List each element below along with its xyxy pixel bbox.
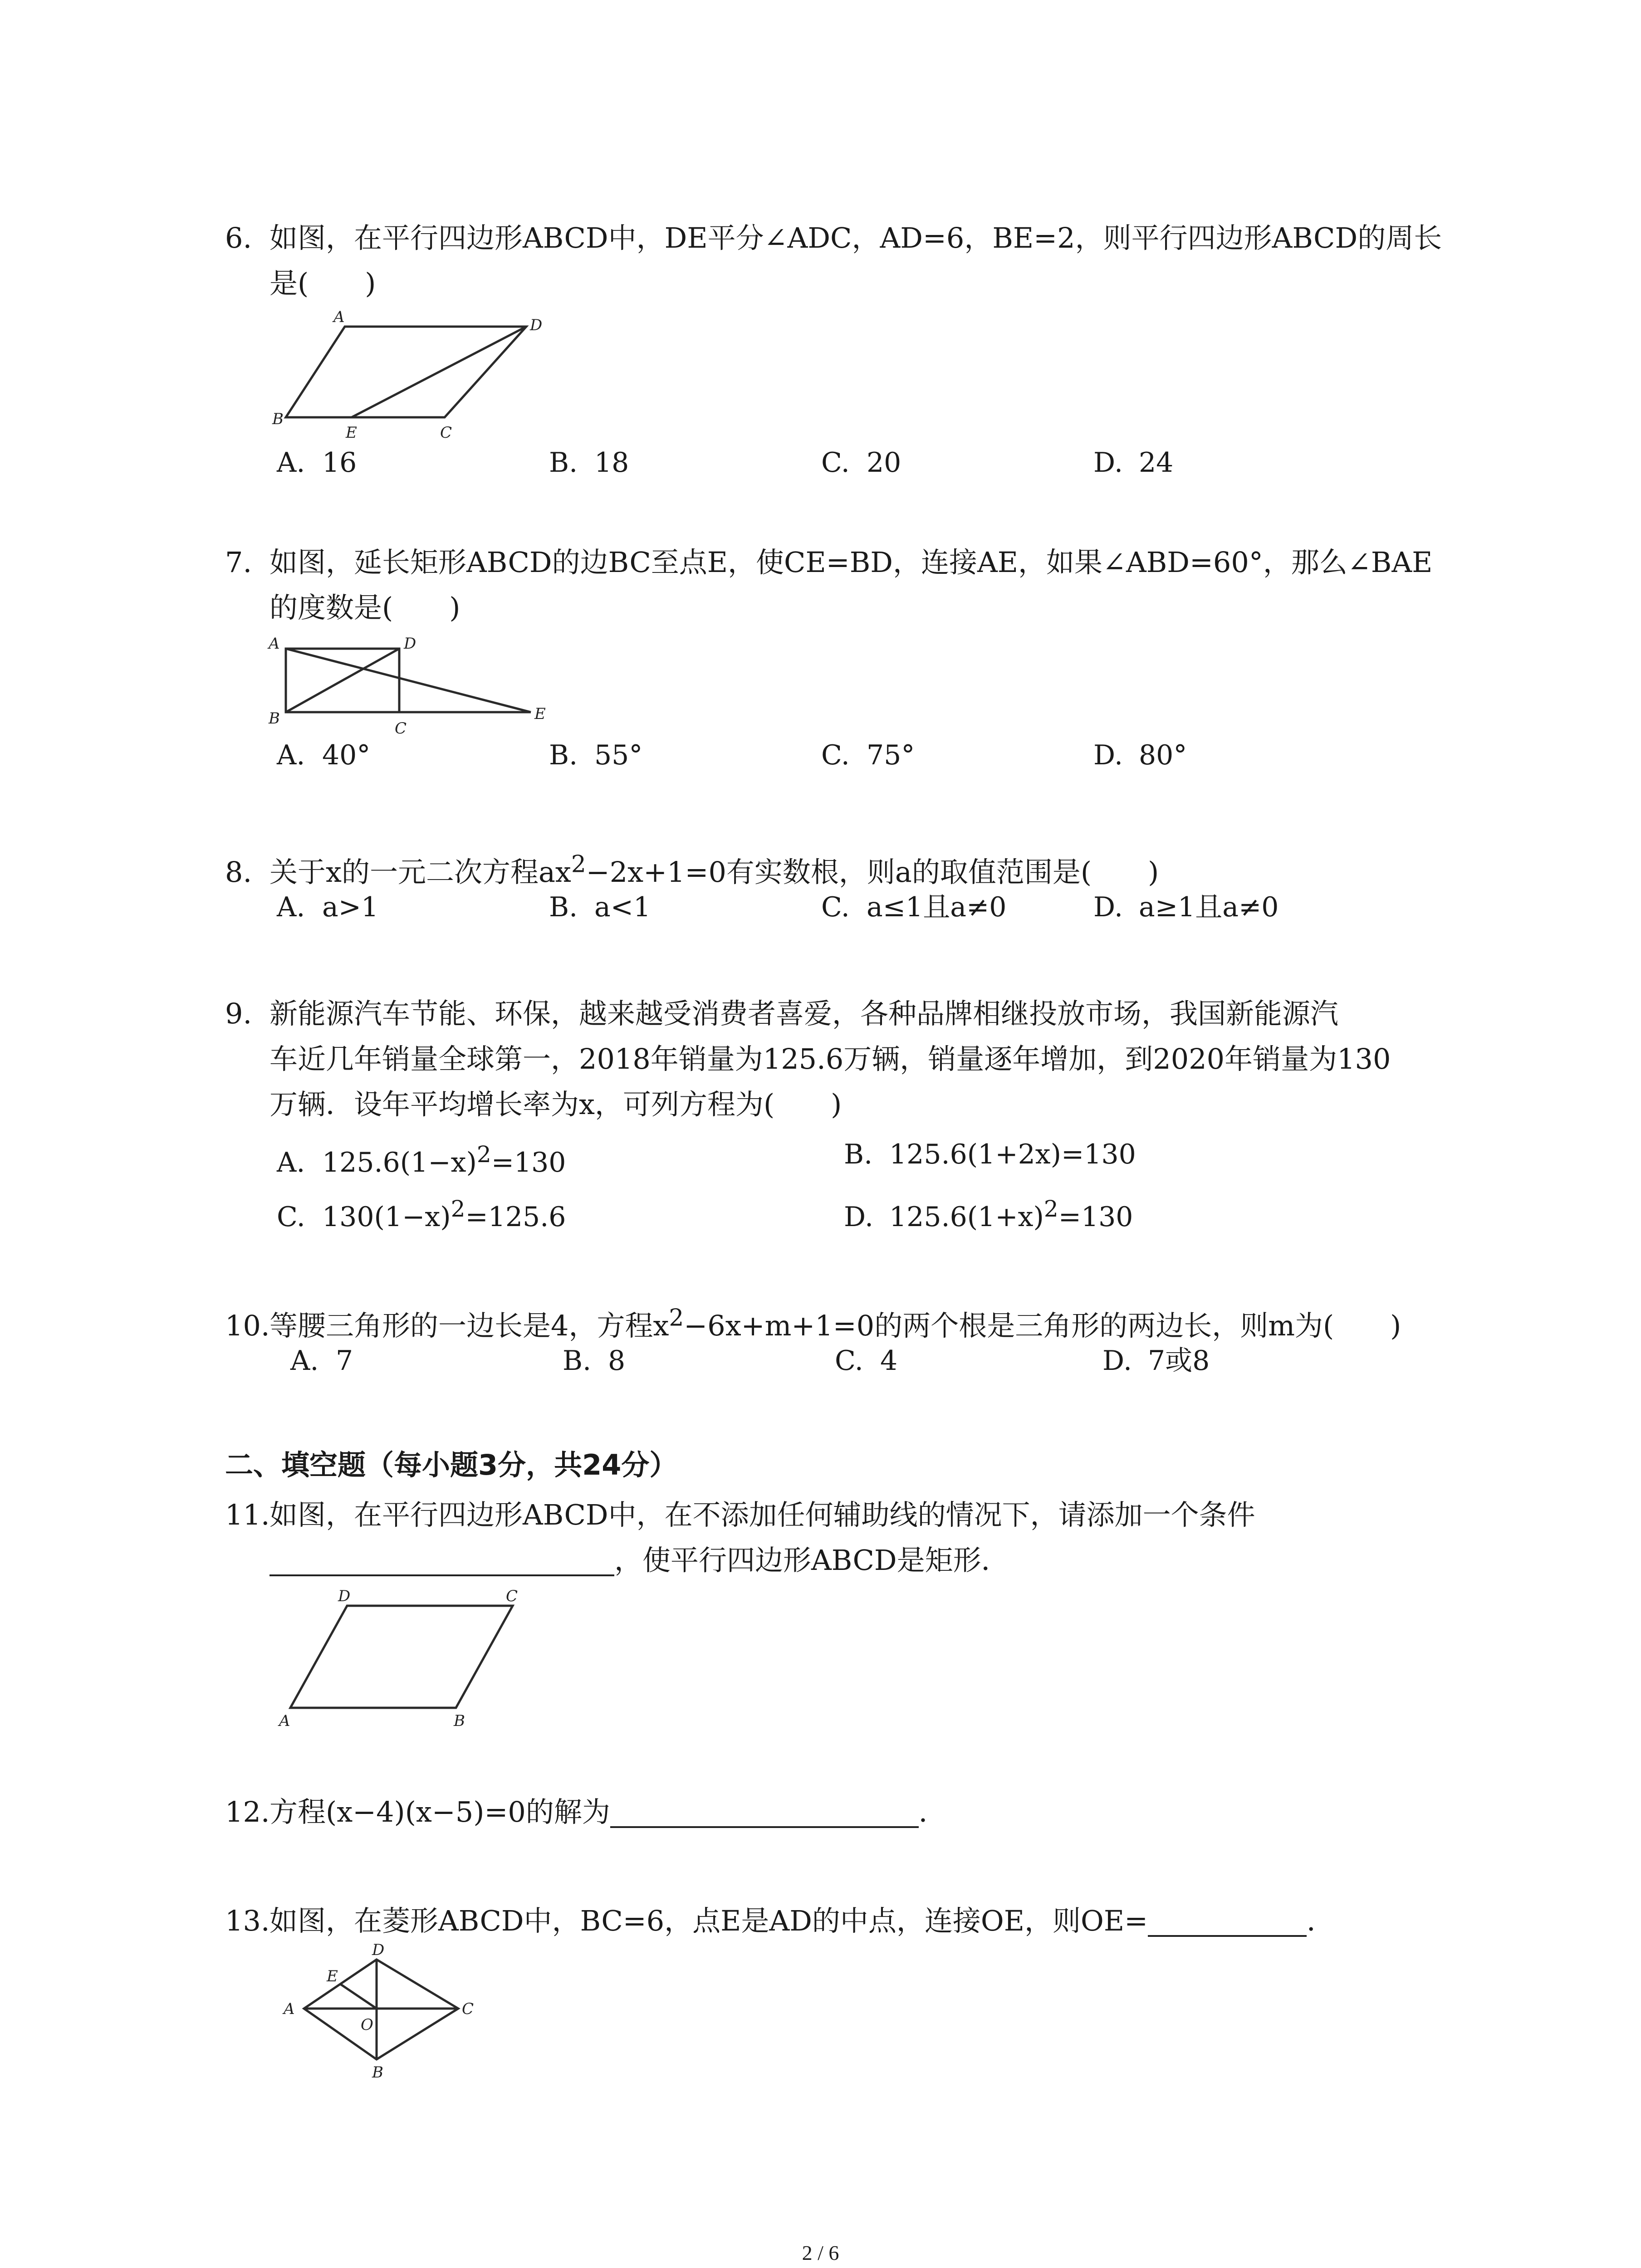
label-b: B [372, 2063, 383, 2082]
question-8 [225, 841, 1468, 895]
option-c[interactable]: C. 75° [821, 739, 915, 771]
answer-blank[interactable] [1148, 1908, 1307, 1937]
options-q10 [290, 1343, 1334, 1379]
question-number: 13. [225, 1904, 270, 1937]
page-number: 2 / 6 [802, 2241, 839, 2264]
option-b[interactable]: B. 125.6(1+2x)=130 [844, 1139, 1136, 1170]
label-b: B [454, 1712, 465, 1730]
question-end: ． [1307, 1904, 1335, 1937]
label-c: C [506, 1587, 518, 1605]
question-number: 7. [225, 546, 252, 579]
option-a[interactable]: A. 16 [277, 447, 357, 479]
question-text-cont: 万辆．设年平均增长率为x，可列方程为( ) [269, 1088, 842, 1121]
option-b[interactable]: B. 18 [549, 447, 629, 479]
figure-parallelogram-q6 [272, 308, 554, 445]
label-e: E [327, 1967, 338, 1985]
label-e: E [346, 424, 357, 442]
question-number: 10. [225, 1309, 270, 1342]
question-text-cont: 的度数是( ) [269, 591, 460, 624]
option-a[interactable]: A. 40° [277, 739, 371, 771]
label-e: E [534, 705, 546, 723]
label-d: D [404, 635, 416, 653]
answer-blank[interactable] [269, 1547, 614, 1576]
answer-blank[interactable] [610, 1799, 919, 1828]
option-a[interactable]: A. $125.6(1-x)^2=130$ [277, 1141, 566, 1178]
label-c: C [440, 424, 452, 442]
options-q9 [277, 1136, 1320, 1233]
label-o: O [361, 2016, 373, 2034]
question-number: 12. [225, 1795, 270, 1828]
question-text-cont: 车近几年销量全球第一，2018年销量为125.6万辆，销量逐年增加，到2020年销量为130 [269, 1042, 1391, 1075]
option-c[interactable]: C. a≤1且a≠0 [821, 891, 1007, 923]
segment-ae [286, 649, 531, 712]
question-11 [225, 1492, 1468, 1583]
question-10 [225, 1295, 1468, 1349]
option-c[interactable]: C. 20 [821, 447, 901, 479]
option-d[interactable]: D. 7或8 [1102, 1345, 1210, 1377]
question-text: 关于x的一元二次方程$ax^2-2x+1=0$有实数根，则a的取值范围是( ) [269, 850, 1159, 889]
section-heading: 二、填空题（每小题3分，共24分） [225, 1448, 678, 1481]
option-b[interactable]: B. 8 [563, 1345, 626, 1377]
parallelogram-abcd [286, 327, 526, 417]
option-a[interactable]: A. 7 [290, 1345, 353, 1377]
option-d[interactable]: D. $125.6(1+x)^2=130$ [844, 1196, 1133, 1233]
segment-de [352, 327, 526, 417]
diagonal-bd [286, 649, 399, 712]
question-number: 11. [225, 1498, 270, 1531]
question-text-cont: ，使平行四边形ABCD是矩形． [225, 1538, 1468, 1583]
label-d: D [372, 1941, 385, 1959]
label-d: D [338, 1587, 351, 1605]
label-a: A [333, 308, 345, 326]
question-text: 如图，在菱形ABCD中，BC=6，点E是AD的中点，连接OE，则OE= [269, 1904, 1148, 1937]
question-number: 8. [225, 855, 252, 889]
figure-parallelogram-q11 [279, 1587, 518, 1742]
option-b[interactable]: B. 55° [549, 739, 643, 771]
parallelogram-abcd [290, 1606, 513, 1708]
figure-rectangle-q7 [268, 633, 567, 742]
question-text: 方程(x−4)(x−5)=0的解为 [269, 1795, 610, 1828]
option-d[interactable]: D. 80° [1093, 739, 1187, 771]
question-13 [225, 1898, 1468, 1944]
label-b: B [269, 709, 280, 728]
question-7 [225, 540, 1468, 631]
options-q6 [277, 445, 1320, 481]
question-end: ． [918, 1795, 947, 1828]
options-q8 [277, 889, 1320, 925]
question-text: 等腰三角形的一边长是4，方程$x^2-6x+m+1=0$的两个根是三角形的两边长，则m为( ) [269, 1304, 1401, 1342]
question-text: 如图，延长矩形ABCD的边BC至点E，使CE=BD，连接AE，如果∠ABD=60°，那么∠BAE [269, 546, 1433, 579]
question-6 [225, 215, 1468, 306]
option-c[interactable]: C. $130(1-x)^2=125.6$ [277, 1196, 566, 1233]
option-a[interactable]: A. a>1 [277, 891, 379, 923]
option-d[interactable]: D. a≥1且a≠0 [1093, 891, 1279, 923]
question-text: 新能源汽车节能、环保，越来越受消费者喜爱，各种品牌相继投放市场，我国新能源汽 [269, 997, 1339, 1030]
option-b[interactable]: B. a<1 [549, 891, 651, 923]
option-c[interactable]: C. 4 [835, 1345, 898, 1377]
label-c: C [395, 719, 407, 738]
question-number: 6. [225, 221, 252, 254]
question-text: 如图，在平行四边形ABCD中，在不添加任何辅助线的情况下，请添加一个条件 [269, 1498, 1255, 1531]
figure-rhombus-q13 [281, 1941, 485, 2087]
question-9 [225, 991, 1468, 1127]
label-b: B [272, 410, 284, 428]
label-d: D [530, 316, 543, 334]
segment-oe [340, 1984, 377, 2009]
option-d[interactable]: D. 24 [1093, 447, 1174, 479]
question-number: 9. [225, 997, 252, 1030]
question-text-cont: 是( ) [269, 267, 376, 300]
question-text: 如图，在平行四边形ABCD中，DE平分∠ADC，AD=6，BE=2，则平行四边形ABCD的周长 [269, 221, 1442, 254]
label-a: A [284, 2000, 295, 2018]
label-a: A [269, 635, 280, 653]
question-12 [225, 1789, 1468, 1835]
label-a: A [279, 1712, 290, 1730]
label-c: C [462, 2000, 474, 2018]
options-q7 [277, 737, 1320, 773]
